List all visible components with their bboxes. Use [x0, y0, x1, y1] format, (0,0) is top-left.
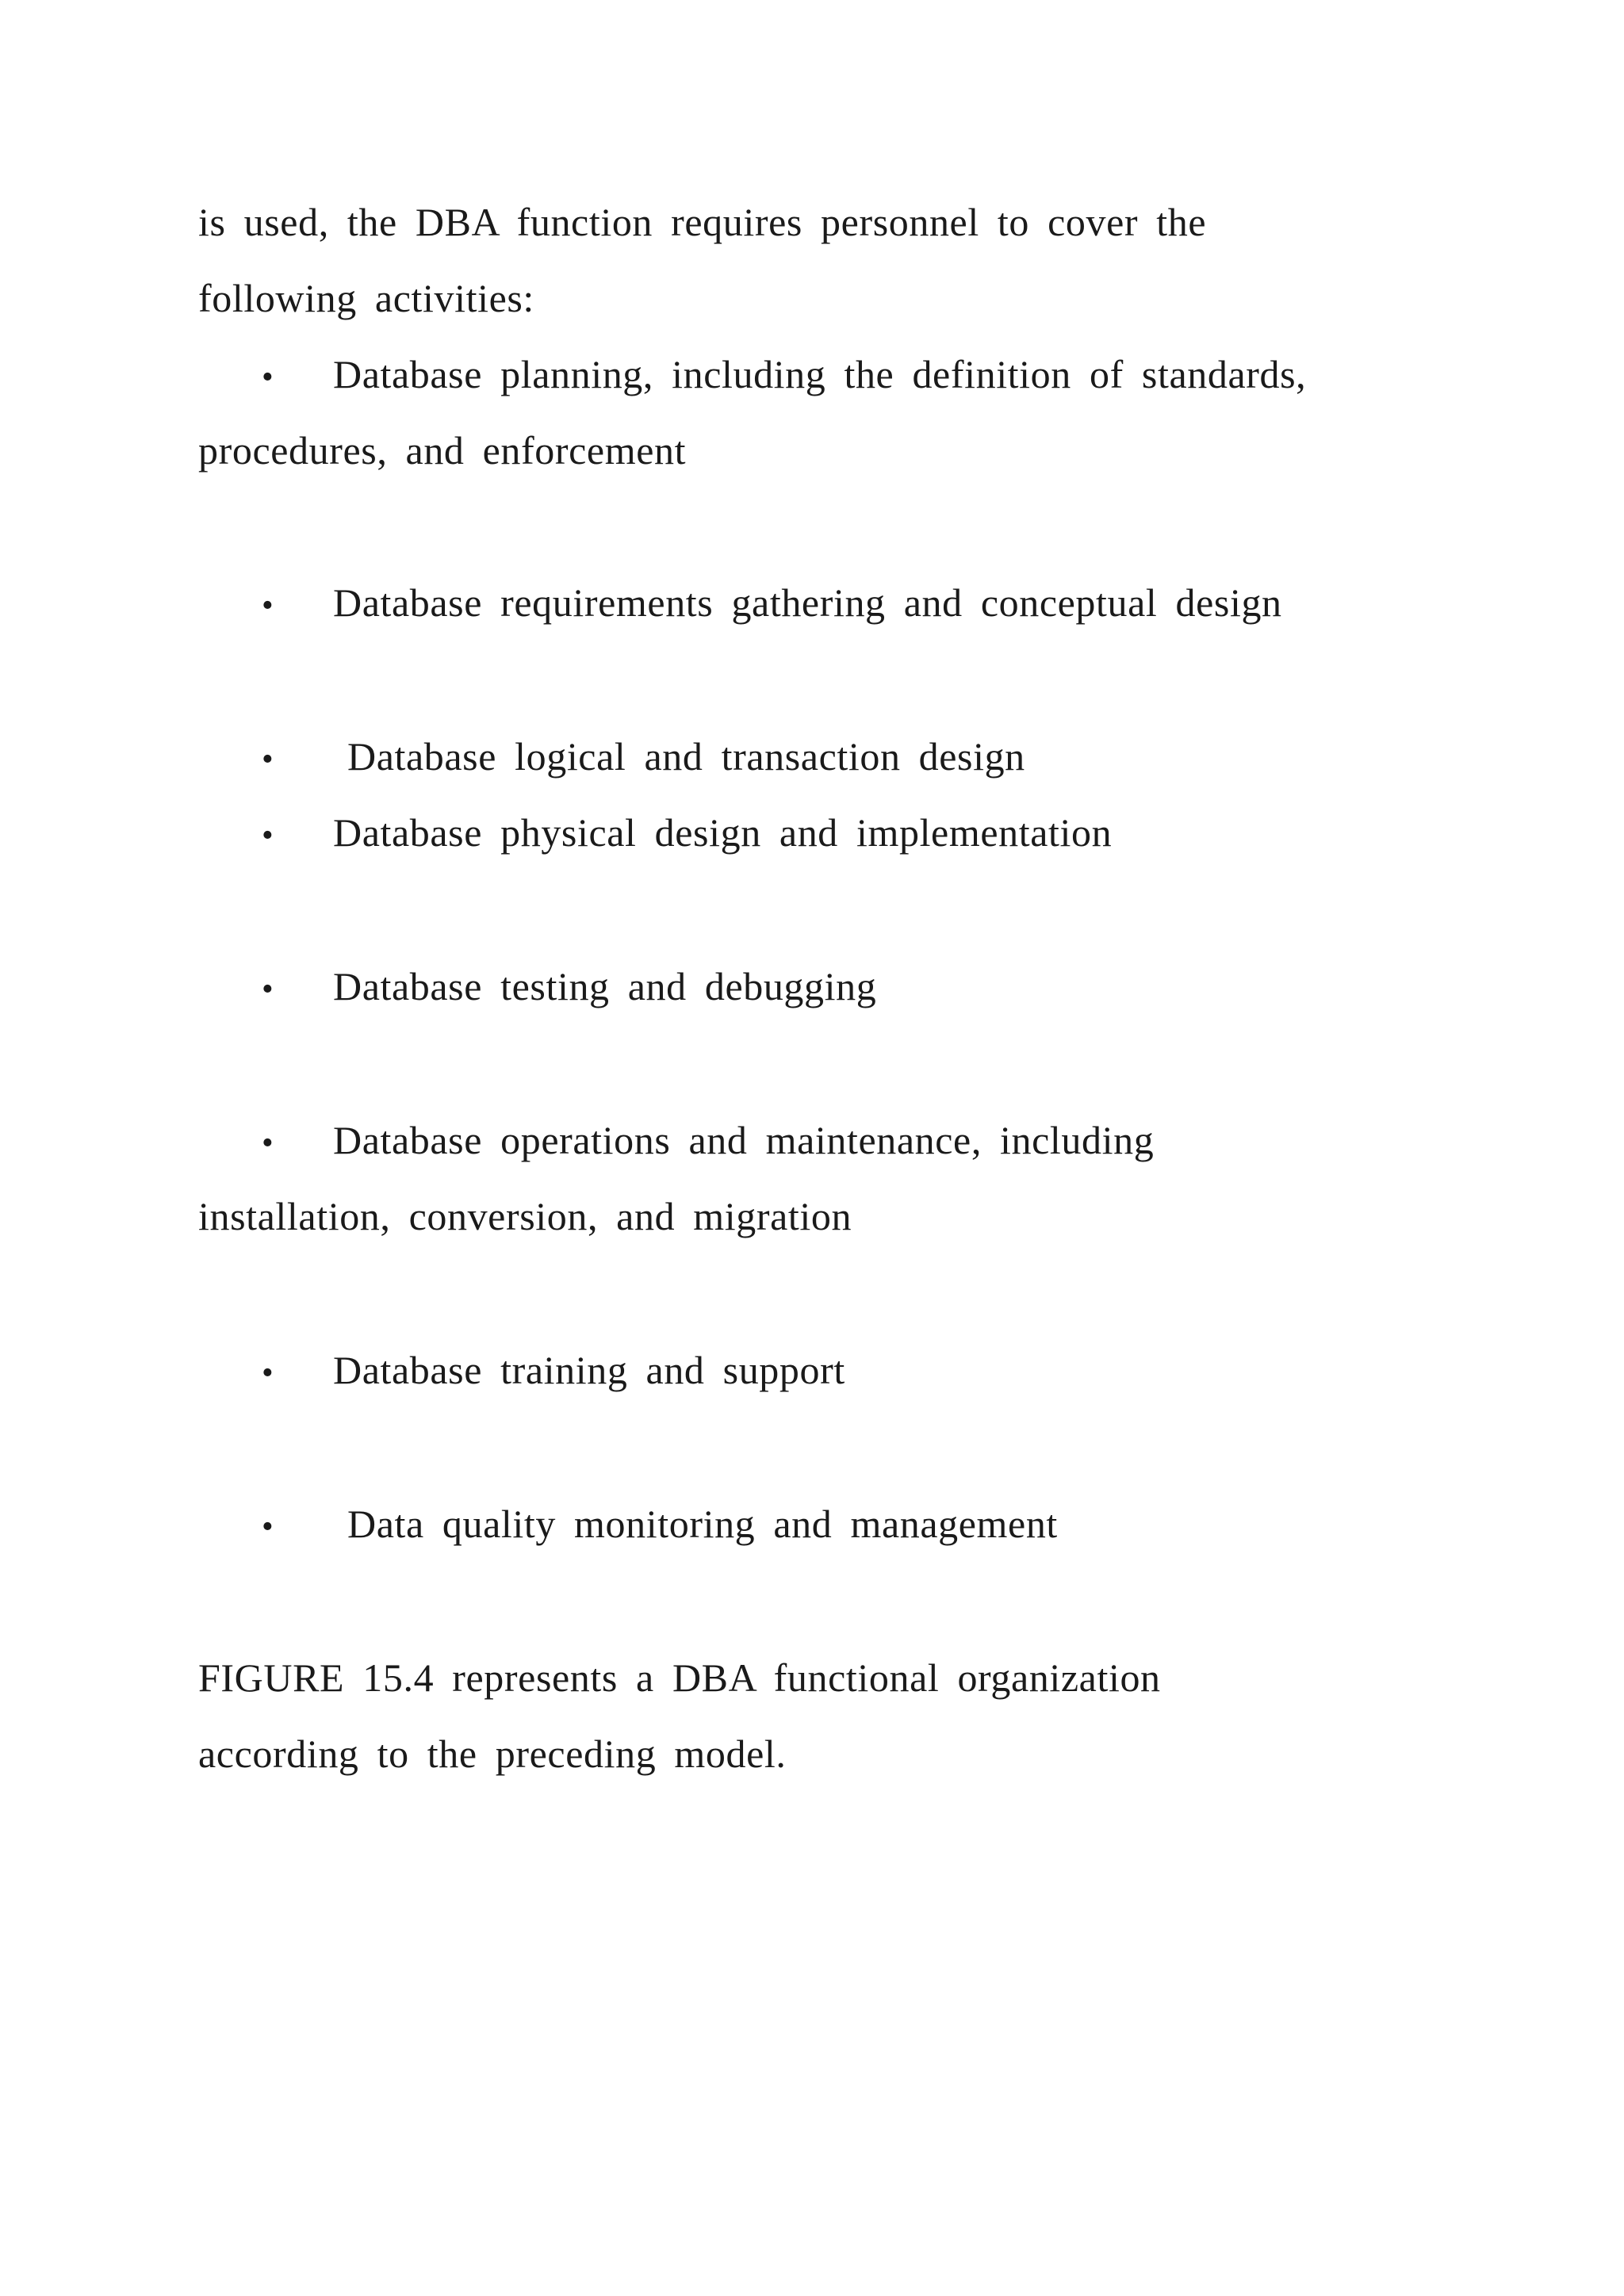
- list-item-text: Database logical and transaction design: [347, 734, 1025, 779]
- bullet-icon: •: [262, 971, 274, 1008]
- list-item-text: Database training and support: [333, 1348, 845, 1392]
- list-item: [262, 809, 1112, 859]
- list-item: [262, 1116, 1154, 1167]
- list-item-continuation: procedures, and enforcement: [198, 428, 687, 473]
- bullet-icon: •: [262, 1509, 274, 1545]
- list-item: [262, 1500, 1058, 1551]
- list-item-text: Database planning, including the definition of standards,: [333, 352, 1307, 396]
- intro-line-2: following activities:: [198, 276, 534, 320]
- bullet-icon: •: [262, 587, 274, 624]
- bullet-icon: •: [262, 741, 274, 778]
- outro-line-1: FIGURE 15.4 represents a DBA functional organization: [198, 1655, 1161, 1700]
- list-item-text: Database requirements gathering and conceptual design: [333, 580, 1282, 625]
- list-item-text: Data quality monitoring and management: [347, 1502, 1058, 1546]
- bullet-icon: •: [262, 1355, 274, 1391]
- intro-line-1: is used, the DBA function requires personnel to cover the: [198, 200, 1207, 244]
- list-item-text: Database testing and debugging: [333, 964, 877, 1008]
- list-item: [262, 350, 1306, 401]
- bullet-icon: •: [262, 359, 274, 396]
- bullet-icon: •: [262, 1125, 274, 1161]
- list-item: [262, 733, 1025, 783]
- list-item: [262, 579, 1282, 629]
- list-item-text: Database physical design and implementation: [333, 810, 1113, 855]
- list-item: [262, 1346, 845, 1397]
- list-item-text: Database operations and maintenance, including: [333, 1118, 1155, 1162]
- outro-line-2: according to the preceding model.: [198, 1732, 787, 1776]
- bullet-icon: •: [262, 817, 274, 854]
- list-item-continuation: installation, conversion, and migration: [198, 1194, 852, 1238]
- list-item: [262, 962, 876, 1013]
